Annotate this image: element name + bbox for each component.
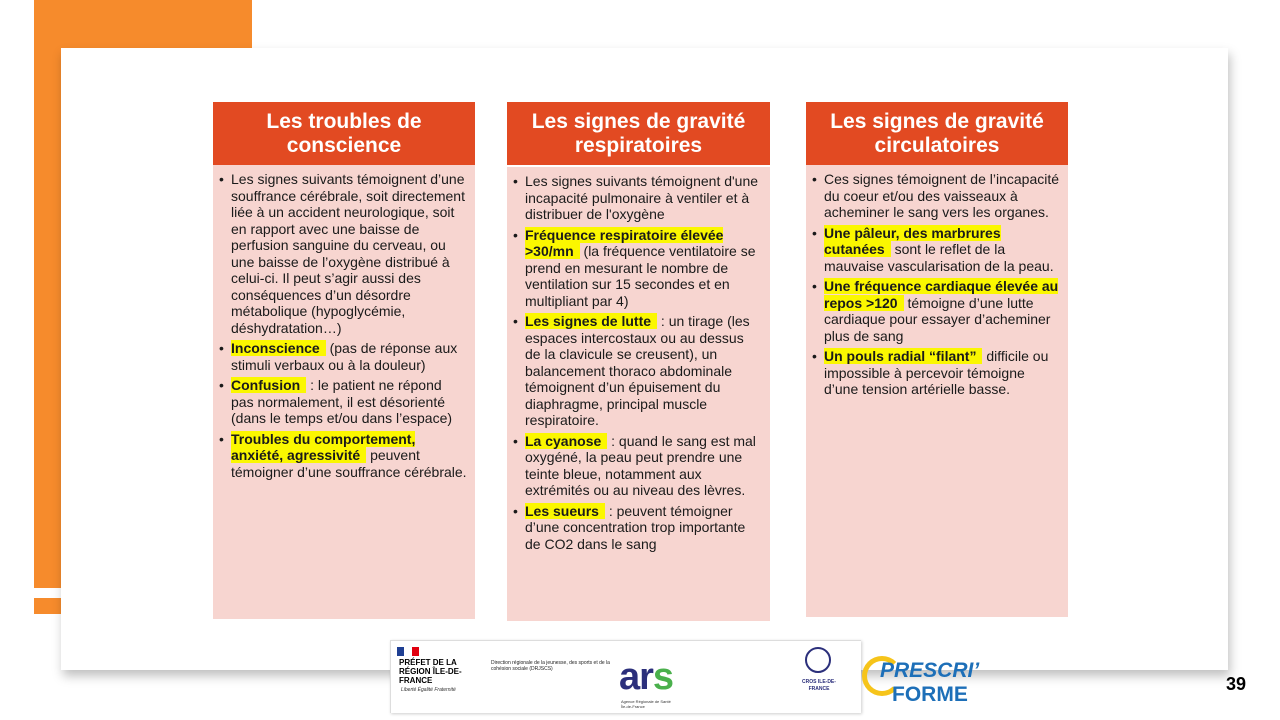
column-body	[507, 167, 770, 621]
orange-deco-bottom	[34, 598, 61, 614]
slide-card	[61, 48, 1228, 670]
bullet-text: Les signes suivants témoignent d’une souffrance cérébrale, soit directement liée à un accident neurologique, soit en rapport avec une baisse de perfusion sanguine du cerveau, ou une baisse de l’oxygène distribué à celui-ci. Il peut s’agir aussi des conséquences d’un désordre métabolique (hypoglycémie, déshydratation…)	[231, 171, 465, 336]
prefet-text: PRÉFET DE LA RÉGION ÎLE-DE-FRANCE	[399, 658, 462, 685]
bullet-item	[511, 227, 762, 310]
bullet-text: sont le reflet de la mauvaise vascularisation de la peau.	[824, 241, 1054, 274]
bullet-item	[511, 503, 762, 553]
bullet-text: : le patient ne répond pas normalement, il est désorienté (dans le temps et/ou dans l’espace)	[231, 377, 453, 426]
bullet-text: : quand le sang est mal oxygéné, la peau peut prendre une teinte bleue, notamment aux extrémités ou au niveau des lèvres.	[525, 432, 756, 498]
bullet-text: difficile ou impossible à percevoir témoigne d’une tension artérielle basse.	[824, 348, 1049, 397]
ars-s-letter: s	[652, 656, 674, 698]
bullet-text: Les signes suivants témoignent d'une incapacité pulmonaire à ventiler et à distribuer de l'oxygène	[525, 173, 759, 222]
forme-word: FORME	[892, 683, 968, 706]
bullet-list	[810, 171, 1060, 398]
republic-motto: Liberté Égalité Fraternité	[401, 687, 456, 693]
olympic-rings-icon	[805, 647, 831, 673]
prefet-logo	[397, 647, 482, 709]
column-title: Les signes de gravité circulatoires	[806, 102, 1068, 165]
highlighted-term: Un pouls radial “filant”	[824, 348, 982, 364]
drjscs-text: Direction régionale de la jeunesse, des sports et de la cohésion sociale (DRJSCS)	[491, 660, 610, 672]
ars-subtitle: Agence Régionale de Santé Île-de-France	[621, 699, 671, 709]
prescriforme-logo	[858, 646, 978, 716]
bullet-list	[217, 171, 467, 480]
page-number: 39	[1225, 674, 1246, 694]
highlighted-term: La cyanose	[525, 433, 607, 449]
column-body	[213, 165, 475, 619]
bullet-item	[810, 348, 1060, 398]
bullet-text: Ces signes témoignent de l’incapacité du coeur et/ou des vaisseaux à acheminer le sang vers les organes.	[824, 171, 1060, 220]
highlighted-term: Une fréquence cardiaque élevée au repos >120	[824, 278, 1059, 311]
highlighted-term: Les sueurs	[525, 503, 605, 519]
partner-logos-strip	[390, 640, 861, 713]
ars-logo	[619, 657, 673, 697]
bullet-text: (pas de réponse aux stimuli verbaux ou à la douleur)	[231, 340, 458, 373]
bullet-item	[511, 173, 762, 223]
bullet-text: : peuvent témoigner d’une concentration trop importante de CO2 dans le sang	[525, 502, 746, 552]
column-body	[806, 165, 1068, 617]
cros-text: CROS ILE-DE-FRANCE	[802, 679, 836, 692]
bullet-text: (la fréquence ventilatoire se prend en mesurant le nombre de ventilation sur 15 secondes et en multipliant par 4)	[525, 243, 756, 309]
bullet-item	[217, 340, 467, 373]
bullet-item	[810, 278, 1060, 344]
cros-logo	[801, 645, 837, 709]
bullet-item	[217, 377, 467, 427]
highlighted-term: Une pâleur, des marbrures cutanées	[824, 224, 1001, 257]
orange-deco-left	[34, 0, 61, 588]
highlighted-term: Les signes de lutte	[525, 313, 657, 329]
highlighted-term: Inconscience	[231, 340, 326, 356]
bullet-list	[511, 173, 762, 552]
bullet-item	[217, 431, 467, 481]
bullet-item	[511, 433, 762, 499]
french-flag-icon	[397, 647, 419, 656]
highlighted-term: Confusion	[231, 377, 306, 393]
ars-letters: ar	[619, 656, 653, 698]
bullet-item	[810, 171, 1060, 221]
prescri-word: PRESCRI’	[880, 659, 980, 682]
bullet-item	[217, 171, 467, 336]
column-title: Les signes de gravité respiratoires	[507, 102, 770, 165]
orange-deco-top	[34, 0, 252, 48]
bullet-item	[810, 225, 1060, 275]
bullet-text: peuvent témoigner d’une souffrance cérébrale.	[231, 447, 467, 480]
highlighted-term: Fréquence respiratoire élevée >30/mn	[525, 226, 724, 259]
bullet-text: : un tirage (les espaces intercostaux ou au dessus de la clavicule se creusent), un balancement thoraco abdominale témoignent d’un épuisement du diaphragme, principal muscle respiratoire.	[525, 313, 750, 428]
highlighted-term: Troubles du comportement, anxiété, agressivité	[231, 430, 416, 463]
column-title: Les troubles de conscience	[213, 102, 475, 165]
bullet-item	[511, 313, 762, 429]
bullet-text: témoigne d’une lutte cardiaque pour essayer d’acheminer plus de sang	[824, 294, 1051, 344]
